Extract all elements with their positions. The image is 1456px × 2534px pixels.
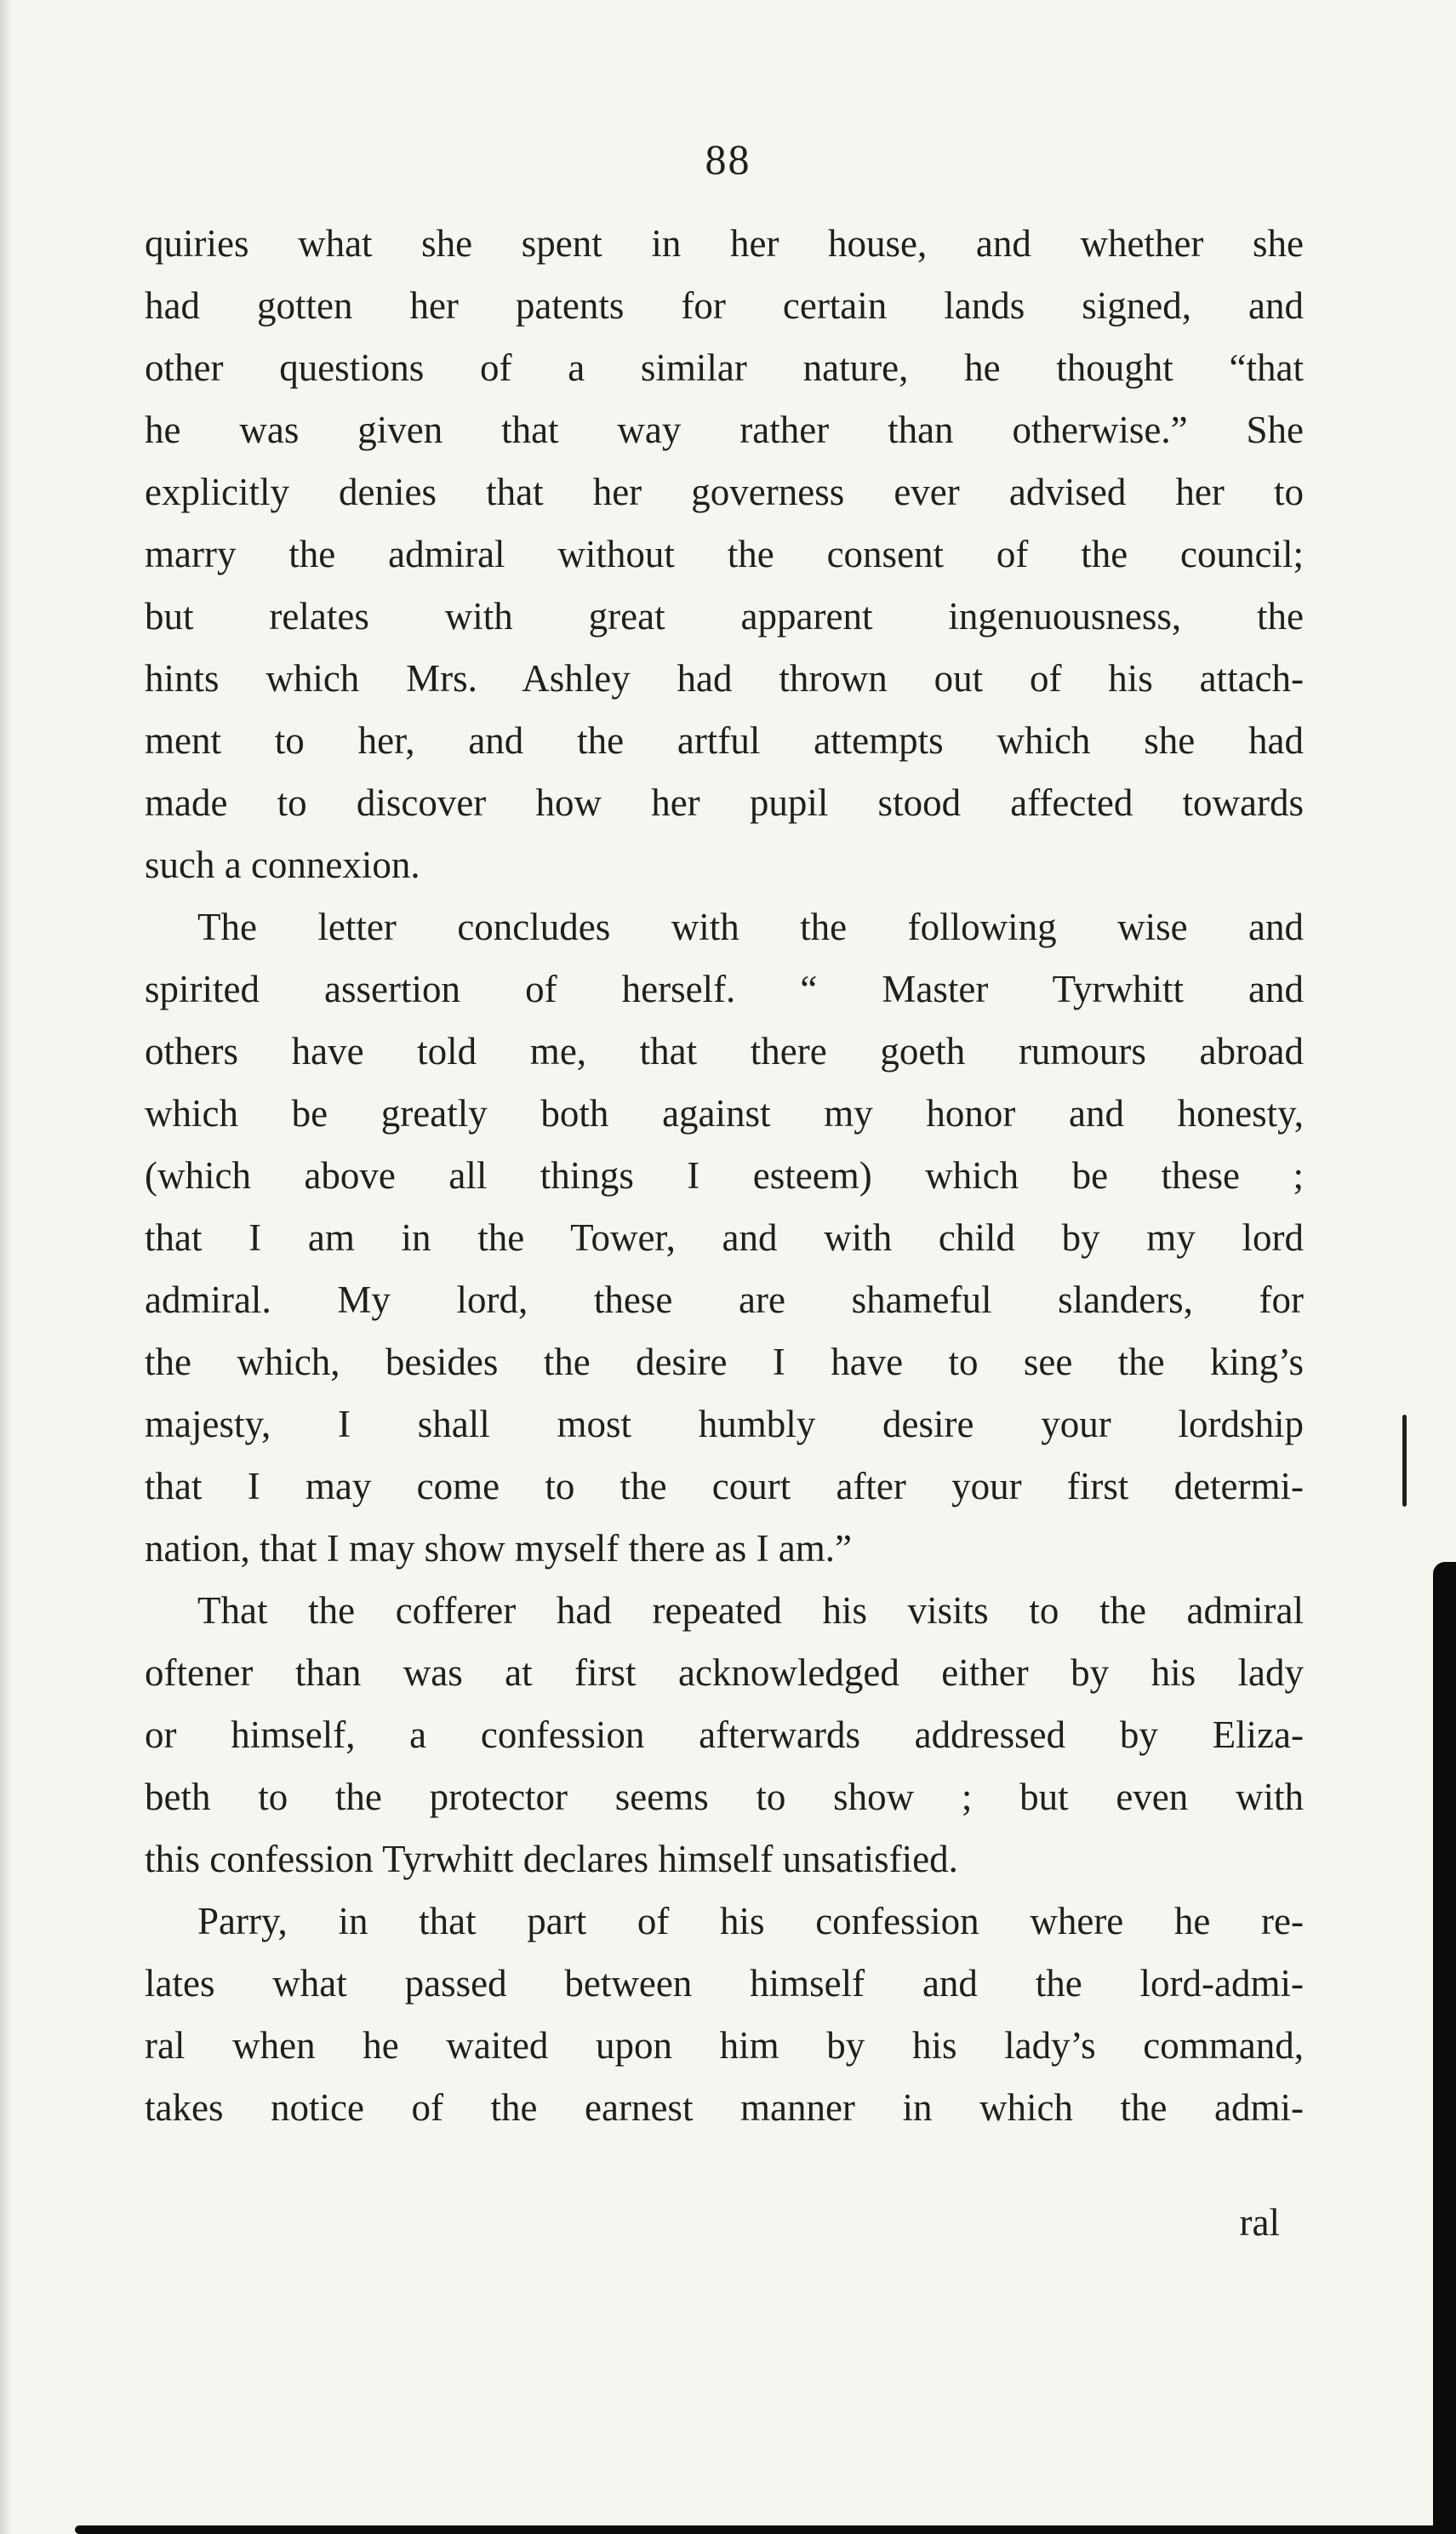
text-line: that I may come to the court after your first determi- — [145, 1465, 1304, 1507]
text-line: majesty, I shall most humbly desire your lordship — [145, 1403, 1304, 1445]
text-line: beth to the protector seems to show ; but even with — [145, 1776, 1304, 1818]
text-line: ment to her, and the artful attempts which she had — [145, 719, 1304, 762]
text-line: The letter concludes with the following wise and — [197, 906, 1304, 948]
text-line: spirited assertion of herself. “ Master Tyrwhitt and — [145, 968, 1304, 1010]
text-line: but relates with great apparent ingenuousness, the — [145, 595, 1304, 638]
text-line: had gotten her patents for certain lands signed, and — [145, 284, 1304, 327]
text-line: nation, that I may show myself there as I am.” — [145, 1527, 853, 1570]
text-line: that I am in the Tower, and with child by my lord — [145, 1216, 1304, 1259]
text-line: hints which Mrs. Ashley had thrown out of his attach- — [145, 657, 1304, 700]
text-line: oftener than was at first acknowledged either by his lady — [145, 1651, 1304, 1694]
text-line: or himself, a confession afterwards addressed by Eliza- — [145, 1713, 1304, 1756]
text-line: Parry, in that part of his confession where he re- — [197, 1900, 1304, 1942]
text-line: explicitly denies that her governess ever advised her to — [145, 471, 1304, 513]
text-line: ral when he waited upon him by his lady’s command, — [145, 2024, 1304, 2067]
scan-mark — [1402, 1415, 1407, 1507]
text-line: other questions of a similar nature, he thought “that — [145, 346, 1304, 389]
text-line: That the cofferer had repeated his visits to the admiral — [197, 1589, 1304, 1632]
scan-left-edge-shadow — [0, 0, 12, 2534]
catchword: ral — [1239, 2201, 1280, 2244]
page-text — [145, 213, 1304, 2139]
text-line: this confession Tyrwhitt declares himself unsatisfied. — [145, 1838, 958, 1880]
text-line: lates what passed between himself and the lord-admi- — [145, 1962, 1304, 2005]
text-line: (which above all things I esteem) which be these ; — [145, 1154, 1304, 1197]
text-line: takes notice of the earnest manner in which the admi- — [145, 2086, 1304, 2129]
text-line: others have told me, that there goeth rumours abroad — [145, 1030, 1304, 1073]
text-line: marry the admiral without the consent of the council; — [145, 533, 1304, 575]
text-line: such a connexion. — [145, 844, 420, 886]
text-line: made to discover how her pupil stood affected towards — [145, 781, 1304, 824]
text-line: which be greatly both against my honor and honesty, — [145, 1092, 1304, 1135]
scan-gutter-shadow — [1433, 1562, 1456, 2534]
text-line: the which, besides the desire I have to see the king’s — [145, 1341, 1304, 1383]
scan-bottom-edge — [75, 2525, 1456, 2534]
page-number: 88 — [705, 135, 751, 183]
text-line: he was given that way rather than otherwise.” She — [145, 409, 1304, 451]
text-line: admiral. My lord, these are shameful slanders, for — [145, 1278, 1304, 1321]
text-line: quiries what she spent in her house, and whether she — [145, 222, 1304, 265]
